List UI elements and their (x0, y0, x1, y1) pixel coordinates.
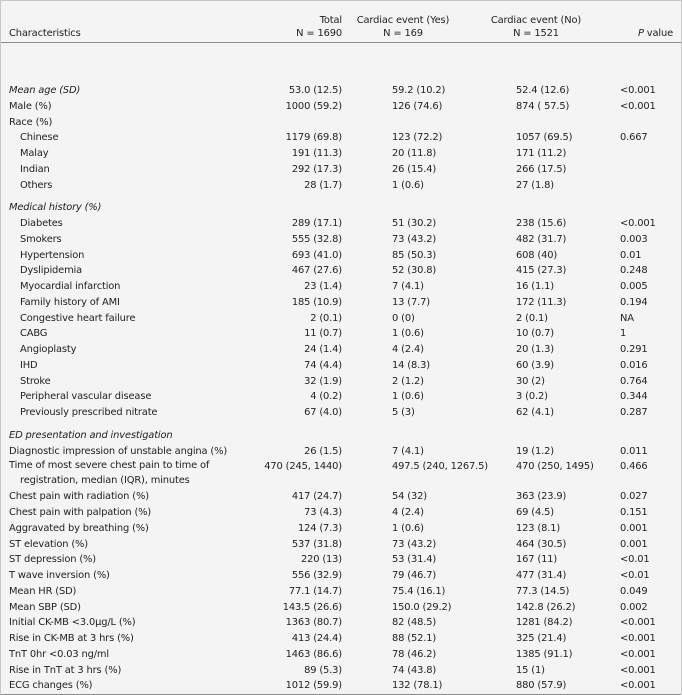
cardiac-no-value: 482 (31.7) (516, 233, 567, 245)
cardiac-no-value: 30 (2) (516, 375, 545, 387)
p-value: <0.001 (620, 100, 656, 112)
cardiac-no-value: 142.8 (26.2) (516, 601, 576, 613)
row-label-text: Previously prescribed nitrate (20, 407, 158, 418)
cardiac-yes-value: 52 (30.8) (392, 265, 437, 277)
table-row (1, 505, 681, 521)
table-row (1, 428, 681, 444)
cardiac-yes-value: 73 (43.2) (392, 233, 437, 245)
row-label-text: Stroke (20, 375, 51, 387)
row-spacer (1, 193, 681, 200)
cardiac-yes-value: 51 (30.2) (392, 218, 437, 229)
cardiac-no-value (462, 115, 610, 131)
row-label (1, 374, 249, 390)
total-value (249, 200, 344, 216)
row-label-text: Aggravated by breathing (%) (9, 522, 149, 534)
cardiac-no-value: 69 (4.5) (516, 507, 554, 518)
p-value: 0.016 (620, 359, 648, 371)
cardiac-yes-value: 73 (43.2) (392, 538, 437, 550)
total-value: 11 (0.7) (304, 328, 342, 340)
row-label (1, 146, 249, 162)
header-no-n: N = 1521 (513, 27, 559, 39)
cardiac-no-value: 171 (11.2) (516, 148, 567, 159)
cardiac-no-value: 874 ( 57.5) (516, 100, 570, 112)
row-label (1, 505, 249, 521)
header-yes-title: Cardiac event (Yes) (356, 14, 450, 26)
row-label (1, 584, 249, 600)
row-label-text: CABG (20, 328, 48, 340)
p-value (610, 146, 681, 162)
row-label (1, 600, 249, 616)
cardiac-yes-value: 7 (4.1) (392, 445, 424, 457)
cardiac-yes-value (344, 115, 462, 131)
cardiac-yes-value: 59.2 (10.2) (392, 85, 446, 96)
cardiac-no-value: 470 (250, 1495) (516, 461, 594, 473)
row-label (1, 459, 249, 489)
total-value: 467 (27.6) (291, 265, 342, 277)
row-label-text: Mean HR (SD) (9, 585, 77, 597)
p-value (610, 178, 681, 194)
cardiac-no-value: 16 (1.1) (516, 281, 554, 292)
table-row (1, 130, 681, 146)
total-value: 292 (17.3) (291, 163, 342, 175)
p-value (610, 162, 681, 178)
total-value: 1012 (59.9) (249, 678, 344, 694)
row-spacer (1, 421, 681, 428)
p-value: 0.002 (620, 601, 648, 613)
row-label (1, 342, 249, 358)
p-value: 0.027 (620, 491, 648, 503)
cardiac-no-value: 608 (40) (516, 249, 558, 261)
cardiac-yes-value: 26 (15.4) (392, 163, 437, 175)
row-label-text: Family history of AMI (20, 296, 120, 308)
row-label-text: Myocardial infarction (20, 281, 121, 292)
header-total (249, 1, 344, 42)
header-p-italic: P (637, 27, 644, 39)
cardiac-yes-value: 79 (46.7) (392, 570, 437, 581)
cardiac-no-value: 266 (17.5) (516, 163, 567, 175)
total-value: 2 (0.1) (310, 312, 342, 324)
row-label (1, 678, 249, 694)
total-value: 26 (1.5) (304, 445, 342, 457)
table-row (1, 295, 681, 311)
row-label-text: Male (%) (9, 100, 52, 112)
p-value: <0.001 (620, 218, 656, 229)
row-label-text: Medical history (%) (9, 202, 102, 214)
cardiac-yes-value: 4 (2.4) (392, 344, 424, 355)
row-label-text: Others (20, 179, 53, 191)
p-value: <0.001 (620, 664, 656, 676)
p-value: <0.001 (610, 678, 681, 694)
cardiac-yes-value: 53 (31.4) (392, 554, 437, 566)
cardiac-no-value: 1057 (69.5) (516, 132, 573, 144)
row-label (1, 216, 249, 232)
table-row (1, 99, 681, 115)
p-value: 0.248 (620, 265, 648, 277)
row-label-text: ST elevation (%) (9, 538, 88, 550)
cardiac-no-value: 123 (8.1) (516, 522, 561, 534)
row-label (1, 568, 249, 584)
table-row (1, 162, 681, 178)
table-row (1, 200, 681, 216)
p-value: <0.01 (620, 570, 650, 581)
total-value: 417 (24.7) (291, 491, 342, 503)
cardiac-no-value: 62 (4.1) (516, 407, 554, 418)
total-value: 89 (5.3) (304, 664, 342, 676)
table-row (1, 647, 681, 663)
cardiac-no-value: 3 (0.2) (516, 391, 548, 403)
total-value: 53.0 (12.5) (288, 85, 342, 96)
row-label-text: Initial CK-MB <3.0μg/L (%) (9, 617, 136, 629)
row-label (1, 178, 249, 194)
table-row (1, 342, 681, 358)
cardiac-yes-value: 126 (74.6) (392, 100, 443, 112)
cardiac-no-value: 10 (0.7) (516, 328, 554, 340)
row-label (1, 552, 249, 568)
row-label (1, 130, 249, 146)
row-label (1, 615, 249, 631)
table-row (1, 459, 681, 489)
row-label-text: Rise in CK-MB at 3 hrs (%) (9, 633, 134, 644)
total-value: 413 (24.4) (291, 633, 342, 644)
p-value: 0.287 (620, 407, 648, 418)
cardiac-yes-value: 497.5 (240, 1267.5) (392, 461, 488, 473)
p-value (610, 200, 681, 216)
table-row (1, 83, 681, 99)
p-value: 0.001 (620, 538, 648, 550)
table-row (1, 552, 681, 568)
cardiac-no-value: 464 (30.5) (516, 538, 567, 550)
cardiac-no-value: 20 (1.3) (516, 344, 554, 355)
cardiac-yes-value: 132 (78.1) (344, 678, 462, 694)
cardiac-yes-value: 13 (7.7) (392, 296, 430, 308)
row-label-text: Malay (20, 148, 49, 159)
header-cardiac-yes (344, 1, 462, 42)
row-label-text: ED presentation and investigation (9, 429, 173, 441)
cardiac-no-value: 15 (1) (516, 664, 545, 676)
cardiac-yes-value: 1 (0.6) (392, 522, 424, 534)
table-row (1, 374, 681, 390)
cardiac-yes-value: 74 (43.8) (392, 664, 437, 676)
total-value: 185 (10.9) (291, 296, 342, 308)
cardiac-no-value: 19 (1.2) (516, 445, 554, 457)
row-label-text: IHD (20, 359, 38, 371)
table-row (1, 600, 681, 616)
header-total-n: N = 1690 (296, 27, 342, 39)
row-label (1, 489, 249, 505)
cardiac-no-value: 415 (27.3) (516, 265, 567, 277)
cardiac-no-value: 77.3 (14.5) (516, 585, 570, 597)
total-value: 24 (1.4) (304, 344, 342, 355)
cardiac-yes-value: 1 (0.6) (392, 328, 424, 340)
total-value: 555 (32.8) (291, 233, 342, 245)
cardiac-yes-value: 7 (4.1) (392, 281, 424, 292)
table-row (1, 279, 681, 295)
total-value: 1463 (86.6) (285, 648, 342, 660)
cardiac-no-value: 880 (57.9) (462, 678, 610, 694)
cardiac-yes-value (344, 428, 462, 444)
row-label-text: Peripheral vascular disease (20, 391, 152, 403)
p-value: 0.005 (620, 281, 648, 292)
table-row (1, 584, 681, 600)
cardiac-yes-value: 0 (0) (392, 312, 415, 324)
table-row (1, 568, 681, 584)
total-value: 289 (17.1) (291, 218, 342, 229)
row-label (1, 521, 249, 537)
total-value: 67 (4.0) (304, 407, 342, 418)
row-label (1, 162, 249, 178)
header-p-value (610, 1, 681, 42)
total-value: 124 (7.3) (297, 522, 342, 534)
row-label-text: ST depression (%) (9, 554, 96, 566)
table-row (1, 537, 681, 553)
row-label-text: Rise in TnT at 3 hrs (%) (9, 664, 122, 676)
table-row (1, 358, 681, 374)
total-value: 1179 (69.8) (285, 132, 342, 144)
row-label-text: Hypertension (20, 249, 85, 261)
p-value: 0.001 (620, 522, 648, 534)
row-label (1, 279, 249, 295)
cardiac-no-value: 27 (1.8) (516, 179, 554, 191)
cardiac-no-value: 325 (21.4) (516, 633, 567, 644)
cardiac-no-value: 363 (23.9) (516, 491, 567, 503)
table-row (1, 263, 681, 279)
row-label-text: Smokers (20, 233, 62, 245)
cardiac-no-value: 172 (11.3) (516, 296, 567, 308)
cardiac-yes-value: 20 (11.8) (392, 148, 437, 159)
table-row (1, 115, 681, 131)
row-label (1, 405, 249, 421)
p-value: 0.049 (620, 585, 648, 597)
table-row (1, 178, 681, 194)
row-label-text: Congestive heart failure (20, 312, 136, 324)
total-value: 4 (0.2) (310, 391, 342, 403)
total-value: 220 (13) (300, 554, 342, 566)
row-label (1, 295, 249, 311)
total-value (249, 115, 344, 131)
p-value: 0.667 (620, 132, 648, 144)
row-label (1, 83, 249, 99)
row-label (1, 232, 249, 248)
p-value: <0.001 (620, 85, 656, 96)
header-no-title: Cardiac event (No) (490, 14, 582, 26)
cardiac-no-value: 167 (11) (516, 554, 558, 566)
row-label-text: Race (%) (9, 116, 53, 128)
row-label (1, 248, 249, 264)
row-label (1, 358, 249, 374)
row-label-text: Diagnostic impression of unstable angina (%) (9, 445, 228, 457)
row-label (1, 99, 249, 115)
row-label (1, 537, 249, 553)
p-value: 0.466 (620, 461, 648, 473)
cardiac-no-value (462, 428, 610, 444)
table-row (1, 663, 681, 679)
row-label (1, 200, 249, 216)
cardiac-yes-value: 2 (1.2) (392, 375, 424, 387)
row-label-text: T wave inversion (%) (9, 570, 110, 581)
table-row (1, 631, 681, 647)
row-label (1, 263, 249, 279)
cardiac-yes-value: 4 (2.4) (392, 507, 424, 518)
cardiac-yes-value: 1 (0.6) (392, 179, 424, 191)
cardiac-yes-value: 5 (3) (392, 407, 415, 418)
table-row (1, 248, 681, 264)
row-label (1, 389, 249, 405)
cardiac-no-value: 477 (31.4) (516, 570, 567, 581)
cardiac-yes-value (344, 200, 462, 216)
total-value: 556 (32.9) (291, 570, 342, 581)
cardiac-yes-value: 14 (8.3) (392, 359, 430, 371)
cardiac-no-value: 1385 (91.1) (516, 648, 573, 660)
row-label-text: Mean age (SD) (9, 85, 81, 96)
header-yes-n: N = 169 (383, 27, 423, 39)
p-value: 0.151 (620, 507, 648, 518)
total-value: 23 (1.4) (304, 281, 342, 292)
p-value: 1 (620, 328, 627, 340)
cardiac-no-value (462, 200, 610, 216)
total-value: 77.1 (14.7) (288, 585, 342, 597)
header-characteristics: Characteristics (1, 1, 249, 42)
total-value: 28 (1.7) (304, 179, 342, 191)
row-label-text: Indian (20, 163, 50, 175)
p-value: NA (620, 312, 634, 324)
p-value: 0.344 (620, 391, 648, 403)
row-label-text: Angioplasty (20, 344, 77, 355)
table-row (1, 678, 681, 694)
cardiac-yes-value: 54 (32) (392, 491, 427, 503)
row-label-text: Time of most severe chest pain to time of (9, 460, 210, 472)
p-value: 0.764 (620, 375, 648, 387)
cardiac-no-value: 2 (0.1) (516, 312, 548, 324)
row-label (1, 115, 249, 131)
table-row (1, 521, 681, 537)
row-label (1, 326, 249, 342)
total-value: 693 (41.0) (291, 249, 342, 261)
header-total-title: Total (319, 14, 342, 26)
table-row (1, 389, 681, 405)
total-value: 74 (4.4) (304, 359, 342, 371)
p-value: <0.001 (620, 633, 656, 644)
total-value: 537 (31.8) (291, 538, 342, 550)
characteristics-table (1, 1, 681, 695)
row-label (1, 311, 249, 327)
table-body (1, 83, 681, 694)
row-label (1, 444, 249, 460)
p-value: 0.291 (620, 344, 648, 355)
row-label-text: Diabetes (20, 218, 63, 229)
table-row (1, 232, 681, 248)
table-row (1, 444, 681, 460)
row-label-text: Chest pain with radiation (%) (9, 491, 149, 503)
cardiac-yes-value: 150.0 (29.2) (392, 601, 452, 613)
table-row (1, 405, 681, 421)
total-value: 1363 (80.7) (285, 617, 342, 629)
row-label (1, 631, 249, 647)
p-value: <0.01 (620, 554, 650, 566)
table-row (1, 216, 681, 232)
cardiac-yes-value: 85 (50.3) (392, 249, 437, 261)
p-value: 0.01 (620, 249, 642, 261)
cardiac-no-value: 1281 (84.2) (516, 617, 573, 629)
row-label-text: TnT 0hr <0.03 ng/ml (9, 648, 109, 660)
p-value (610, 428, 681, 444)
table-row (1, 615, 681, 631)
total-value: 73 (4.3) (304, 507, 342, 518)
total-value: 191 (11.3) (291, 148, 342, 159)
table-row (1, 311, 681, 327)
cardiac-no-value: 60 (3.9) (516, 359, 554, 371)
cardiac-yes-value: 75.4 (16.1) (392, 585, 446, 597)
header-cardiac-no (462, 1, 610, 42)
p-value: <0.001 (620, 648, 656, 660)
p-value (610, 115, 681, 131)
table-header (1, 1, 681, 83)
total-value: 470 (245, 1440) (264, 461, 342, 473)
total-value: 32 (1.9) (304, 375, 342, 387)
cardiac-yes-value: 82 (48.5) (392, 617, 437, 629)
total-value: 143.5 (26.6) (282, 601, 342, 613)
row-label-text: Chest pain with palpation (%) (9, 507, 152, 518)
cardiac-yes-value: 78 (46.2) (392, 648, 437, 660)
table-row (1, 489, 681, 505)
p-value: 0.011 (620, 445, 648, 457)
p-value: 0.003 (620, 233, 648, 245)
row-label (1, 428, 249, 444)
total-value: 1000 (59.2) (285, 100, 342, 112)
p-value: 0.194 (620, 296, 648, 308)
cardiac-yes-value: 123 (72.2) (392, 132, 443, 144)
row-label-text: ECG changes (%) (9, 680, 93, 692)
cardiac-yes-value: 1 (0.6) (392, 391, 424, 403)
cardiac-no-value: 52.4 (12.6) (516, 85, 570, 96)
cardiac-yes-value: 88 (52.1) (392, 633, 437, 644)
row-label (1, 647, 249, 663)
row-label-text: Mean SBP (SD) (9, 601, 81, 613)
row-label (1, 663, 249, 679)
table-row (1, 146, 681, 162)
total-value (249, 428, 344, 444)
cardiac-no-value: 238 (15.6) (516, 218, 567, 229)
header-p-rest: value (643, 27, 673, 39)
p-value: <0.001 (620, 617, 656, 629)
row-label-text: Dyslipidemia (20, 265, 83, 277)
row-label-text: Chinese (20, 132, 59, 144)
row-label-continuation: registration, median (IQR), minutes (20, 474, 190, 486)
table-row (1, 326, 681, 342)
